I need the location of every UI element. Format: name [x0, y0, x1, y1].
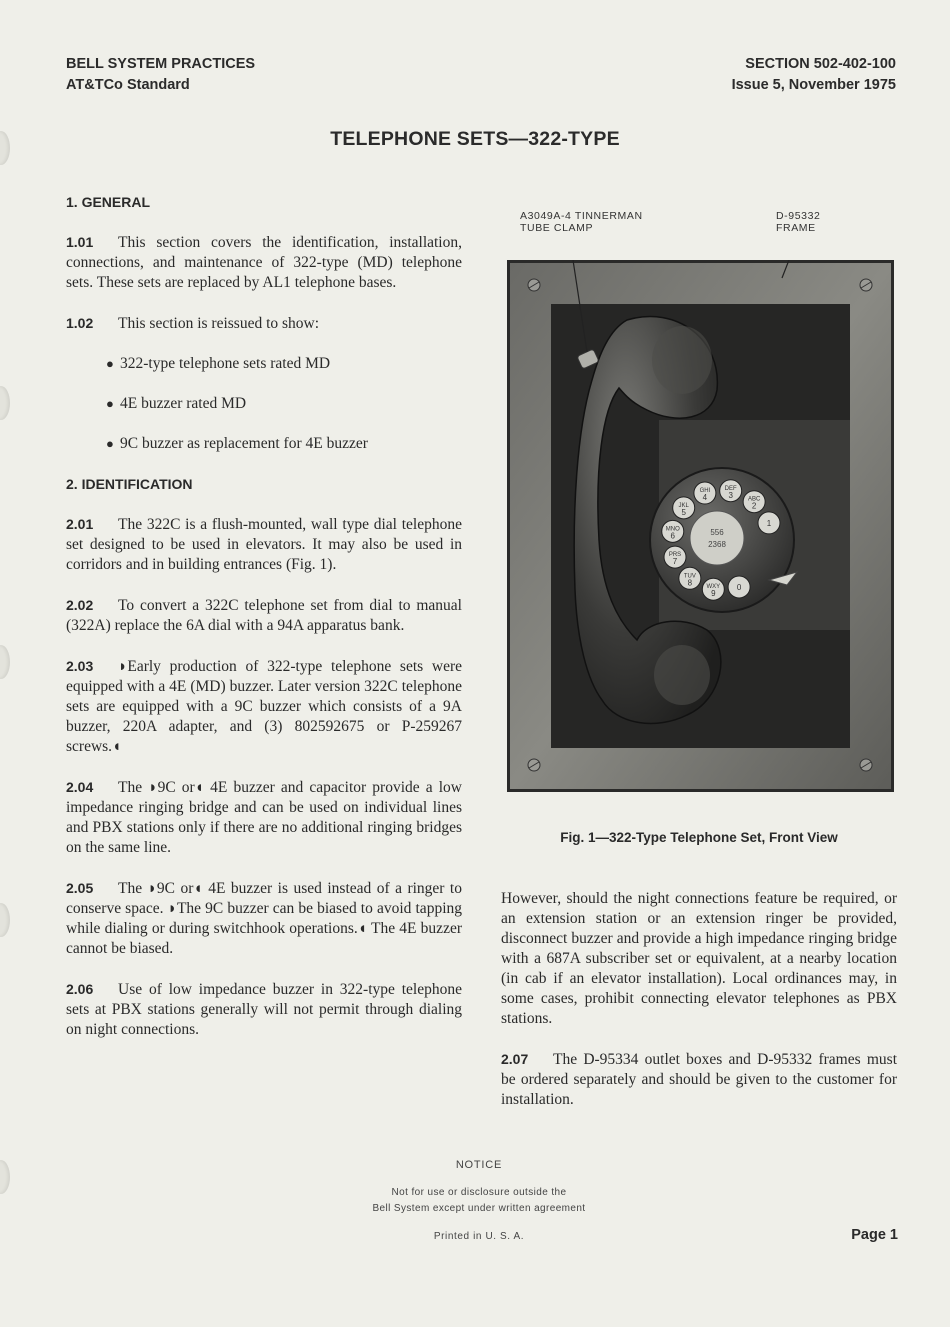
dial-hole-label: 6	[670, 531, 675, 541]
paragraph-2-03	[66, 656, 462, 757]
paragraph-1-02	[66, 313, 462, 334]
bullet-text: 9C buzzer as replacement for 4E buzzer	[120, 435, 368, 452]
figure-caption: Fig. 1—322-Type Telephone Set, Front View	[560, 830, 838, 845]
notice-heading: NOTICE	[455, 1159, 503, 1171]
paragraph-2-05	[66, 878, 462, 959]
paragraph-text: This section is reissued to show:	[118, 315, 320, 332]
punch-hole	[0, 645, 10, 679]
paragraph-2-06	[66, 979, 462, 1040]
dial-hole-label: 7	[672, 557, 678, 567]
header-standard: AT&TCo Standard	[66, 77, 190, 93]
telephone-set-photo	[507, 260, 894, 792]
punch-hole	[0, 386, 10, 420]
dial-hole-label: 5	[681, 507, 686, 517]
paragraph-2-02	[66, 595, 462, 636]
paragraph-number: 2.01	[66, 516, 94, 532]
right-column	[501, 889, 897, 1110]
section-heading-general: 1. GENERAL	[66, 194, 151, 210]
paragraph-number: 2.06	[66, 981, 94, 997]
dial-hole-label: 3	[728, 490, 733, 500]
paragraph-text: The D-95334 outlet boxes and D-95332 frames must be ordered separately and should be given to the customer for installation.	[501, 1051, 897, 1108]
paragraph-number: 1.01	[66, 234, 94, 250]
paragraph-number: 2.07	[501, 1051, 529, 1067]
paragraph-2-04	[66, 777, 462, 858]
header-practices: BELL SYSTEM PRACTICES	[66, 56, 256, 72]
header-section: SECTION 502-402-100	[745, 56, 896, 72]
paragraph-number: 2.02	[66, 597, 94, 613]
paragraph-number: 1.02	[66, 315, 94, 331]
paragraph-number: 2.05	[66, 880, 94, 896]
callout-tube-clamp: A3049A-4 TINNERMAN TUBE CLAMP	[520, 210, 643, 234]
dial-hole-label: 8	[687, 578, 693, 588]
notice-line: Not for use or disclosure outside the	[391, 1187, 567, 1198]
left-column	[66, 192, 462, 1040]
paragraph-continued: However, should the night connections feature be required, or an extension station or an extension ringer be provided, disconnect buzzer and provide a high impedance ringing bridge with a 687A subscriber set or equivalent, at a nearby location (in cab if an elevator installation). Local ordinances may, in some cases, prohibit connecting elevator telephones as PBX stations.	[501, 890, 897, 1027]
punch-hole	[0, 903, 10, 937]
paragraph-number: 2.04	[66, 779, 94, 795]
header-left	[66, 54, 255, 96]
dial-hole-label: TUV	[683, 573, 696, 580]
header-issue: Issue 5, November 1975	[731, 77, 896, 93]
header-right	[732, 54, 896, 96]
paragraph-2-07	[501, 1049, 897, 1110]
bullet-item: ● 9C buzzer as replacement for 4E buzzer	[106, 435, 368, 452]
paragraph-text: ◗Early production of 322-type telephone sets were equipped with a 4E (MD) buzzer. Later version 322C telephone sets are equipped with a 9C buzzer which consists of a 9A buzzer, 220A adapter, and (3) 802592675 or P-259267 screws.◖	[66, 658, 462, 755]
page-number: Page 1	[851, 1227, 898, 1243]
paragraph-text: Use of low impedance buzzer in 322-type telephone sets at PBX stations generally will not permit through dialing on night connections.	[66, 981, 462, 1038]
dial-hole-label: PRS	[668, 552, 682, 559]
notice-line: Bell System except under written agreement	[372, 1203, 586, 1214]
dial-hole-label: 9	[711, 589, 716, 599]
paragraph-text: The ◗9C or◖ 4E buzzer and capacitor provide a low impedance ringing bridge and can be used on individual lines and PBX stations only if there are no additional ringing bridges on the same line.	[66, 779, 462, 856]
bullet-text: 322-type telephone sets rated MD	[120, 355, 331, 372]
section-heading-identification: 2. IDENTIFICATION	[66, 476, 193, 492]
bullet-item: ● 4E buzzer rated MD	[106, 395, 247, 412]
dial-hole-label: JKL	[678, 502, 689, 509]
paragraph-text: The 322C is a flush-mounted, wall type dial telephone set designed to be used in elevators. It may also be used in corridors and in building entrances (Fig. 1).	[66, 516, 462, 573]
paragraph-text: This section covers the identification, installation, connections, and maintenance of 322-type (MD) telephone sets. These sets are replaced by AL1 telephone bases.	[66, 234, 462, 291]
bullet-item: ● 322-type telephone sets rated MD	[106, 355, 331, 372]
dial-hole-label: 2	[751, 501, 757, 511]
dial-hole-label: 0	[736, 582, 742, 592]
dial-number-line: 2368	[708, 540, 726, 549]
dial-hole-label: DEF	[724, 485, 737, 492]
dial-hole-label: ABC	[747, 496, 761, 503]
dial-number-line: 556	[710, 528, 724, 537]
dial-hole-label: MNO	[665, 526, 680, 533]
printed-in-usa: Printed in U. S. A.	[433, 1231, 525, 1242]
dial-hole-label: 4	[702, 493, 708, 503]
paragraph-text: To convert a 322C telephone set from dial to manual (322A) replace the 6A dial with a 94A apparatus bank.	[66, 597, 462, 634]
dial-hole-label: GHI	[699, 488, 711, 495]
bullet-text: 4E buzzer rated MD	[120, 395, 247, 412]
paragraph-number: 2.03	[66, 658, 94, 674]
dial-hole-label: 1	[766, 518, 772, 528]
callout-frame: D-95332 FRAME	[776, 210, 821, 234]
dial-hole-label: WXY	[706, 584, 721, 591]
paragraph-1-01	[66, 232, 462, 293]
page-title: TELEPHONE SETS—322-TYPE	[330, 128, 620, 150]
paragraph-text: The ◗9C or◖ 4E buzzer is used instead of a ringer to conserve space. ◗The 9C buzzer can be biased to avoid tapping while dialing or during switchhook operations.◖ The 4E buzzer cannot be biased.	[66, 880, 462, 957]
paragraph-2-01	[66, 514, 462, 575]
